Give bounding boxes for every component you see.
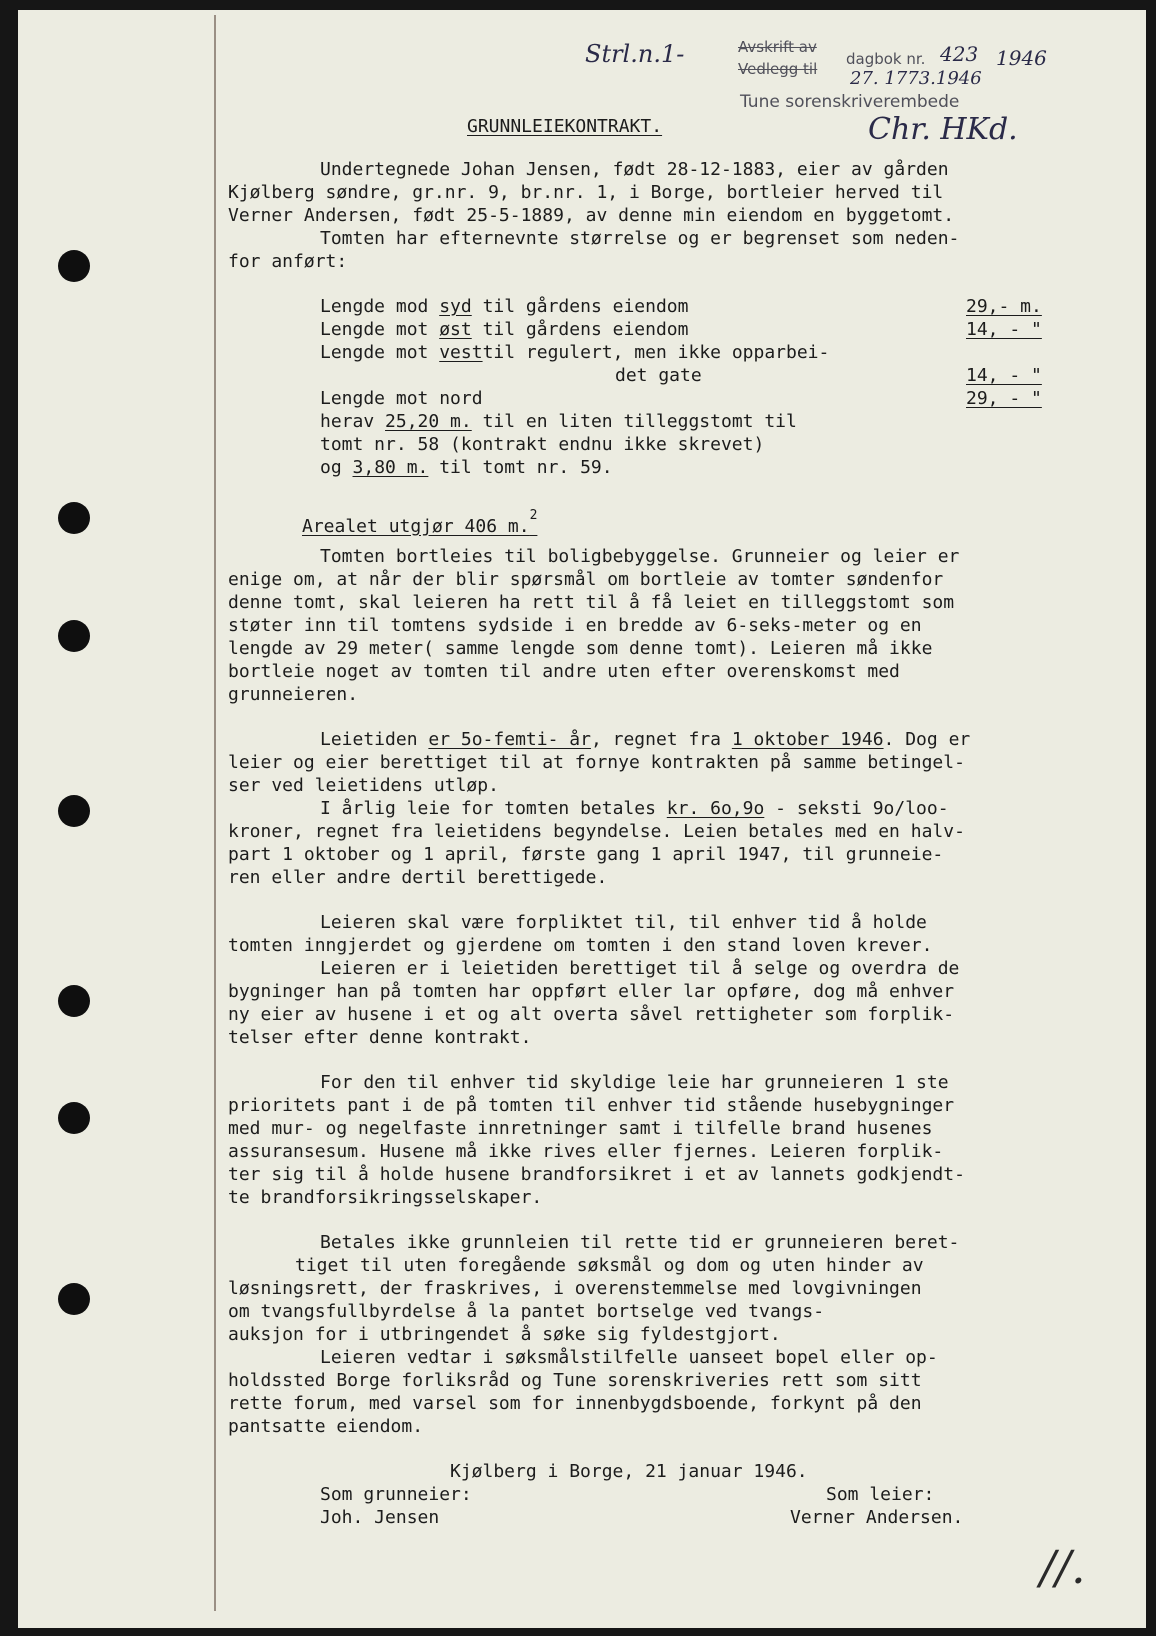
- intro-line: Undertegnede Johan Jensen, født 28-12-1883, eier av gården: [320, 159, 949, 180]
- length-south-value: 29,- m.: [966, 296, 1042, 317]
- paragraph-line: Leietiden er 5o-femti- år, regnet fra 1 oktober 1946. Dog er: [320, 729, 971, 750]
- paragraph-line: tomten inngjerdet og gjerdene om tomten i den stand loven krever.: [228, 935, 933, 956]
- stamp-year: 1946: [996, 46, 1047, 70]
- paragraph-line: om tvangsfullbyrdelse å la pantet bortselge ved tvangs-: [228, 1301, 825, 1322]
- official-signature: Chr. HKd.: [868, 112, 1018, 147]
- paragraph-line: løsningsrett, der fraskrives, i overenstemmelse med lovgivningen: [228, 1278, 922, 1299]
- paragraph-line: ny eier av husene i et og alt overta såvel rettigheter som forplik-: [228, 1004, 955, 1025]
- length-north-detail: herav 25,20 m. til en liten tilleggstomt til: [320, 411, 797, 432]
- stamp-dagbok-label: dagbok nr.: [846, 50, 926, 68]
- stamp-line-1: Avskrift av: [738, 38, 817, 56]
- office-stamp: Tune sorenskriverembede: [740, 92, 960, 112]
- lessee-name: Verner Andersen.: [790, 1507, 964, 1528]
- length-north-value: 29, - ": [966, 388, 1042, 409]
- paragraph-line: grunneieren.: [228, 684, 359, 705]
- length-west-cont: det gate: [615, 365, 702, 386]
- intro-line: Tomten har efternevnte størrelse og er begrenset som neden-: [320, 228, 960, 249]
- paragraph-line: holdssted Borge forliksråd og Tune sorenskriveries rett som sitt: [228, 1370, 922, 1391]
- stamp-line-2: Vedlegg til: [738, 60, 818, 78]
- paragraph-line: kroner, regnet fra leietidens begyndelse. Leien betales med en halv-: [228, 821, 965, 842]
- paragraph-line: med mur- og negelfaste innretninger samt i tilfelle brand husenes: [228, 1118, 933, 1139]
- paragraph-line: pantsatte eiendom.: [228, 1416, 424, 1437]
- paragraph-line: te brandforsikringsselskaper.: [228, 1187, 543, 1208]
- length-west-value: 14, - ": [966, 365, 1042, 386]
- paragraph-line: bortleie noget av tomten til andre uten efter overenskomst med: [228, 661, 900, 682]
- paragraph-line: ter sig til å holde husene brandforsikret i et av lannets godkjendt-: [228, 1164, 965, 1185]
- paragraph-line: denne tomt, skal leieren ha rett til å få leiet en tilleggstomt som: [228, 592, 955, 613]
- paragraph-line: For den til enhver tid skyldige leie har grunneieren 1 ste: [320, 1072, 949, 1093]
- length-east-value: 14, - ": [966, 319, 1042, 340]
- length-north: Lengde mot nord: [320, 388, 483, 409]
- end-mark: //.: [1040, 1540, 1086, 1594]
- paragraph-line: Betales ikke grunnleien til rette tid er grunneieren beret-: [320, 1232, 960, 1253]
- area-statement: Arealet utgjør 406 m.$^2$: [302, 508, 538, 537]
- stamp-date: 27. 1773.1946: [850, 68, 982, 89]
- length-north-detail: tomt nr. 58 (kontrakt endnu ikke skrevet): [320, 434, 765, 455]
- paragraph-line: rette forum, med varsel som for innenbygdsboende, forkynt på den: [228, 1393, 922, 1414]
- intro-line: Verner Andersen, født 25-5-1889, av denne min eiendom en byggetomt.: [228, 205, 955, 226]
- place-date: Kjølberg i Borge, 21 januar 1946.: [450, 1461, 808, 1482]
- intro-line: for anført:: [228, 251, 348, 272]
- paragraph-line: leier og eier berettiget til at fornye kontrakten på samme betingel-: [228, 752, 965, 773]
- paragraph-line: støter inn til tomtens sydside i en bredde av 6-seks-meter og en: [228, 615, 922, 636]
- intro-line: Kjølberg søndre, gr.nr. 9, br.nr. 1, i Borge, bortleier herved til: [228, 182, 944, 203]
- length-north-detail: og 3,80 m. til tomt nr. 59.: [320, 457, 613, 478]
- paragraph-line: Tomten bortleies til boligbebyggelse. Grunneier og leier er: [320, 546, 960, 567]
- paragraph-line: telser efter denne kontrakt.: [228, 1027, 532, 1048]
- paragraph-line: Leieren er i leietiden berettiget til å selge og overdra de: [320, 958, 960, 979]
- paragraph-line: lengde av 29 meter( samme lengde som denne tomt). Leieren må ikke: [228, 638, 933, 659]
- paragraph-line: ser ved leietidens utløp.: [228, 775, 499, 796]
- length-east: Lengde mot øst til gårdens eiendom: [320, 319, 689, 340]
- lessor-role: Som grunneier:: [320, 1484, 472, 1505]
- paragraph-line: enige om, at når der blir spørsmål om bortleie av tomter søndenfor: [228, 569, 944, 590]
- paragraph-line: Leieren skal være forpliktet til, til enhver tid å holde: [320, 912, 927, 933]
- paragraph-line: ren eller andre dertil berettigede.: [228, 867, 608, 888]
- length-west: Lengde mot vesttil regulert, men ikke opparbei-: [320, 342, 830, 363]
- paragraph-line: auksjon for i utbringendet å søke sig fyldestgjort.: [228, 1324, 781, 1345]
- paragraph-line: I årlig leie for tomten betales kr. 6o,9o - seksti 9o/loo-: [320, 798, 949, 819]
- length-south: Lengde mod syd til gårdens eiendom: [320, 296, 689, 317]
- paragraph-line: assuransesum. Husene må ikke rives eller fjernes. Leieren forplik-: [228, 1141, 944, 1162]
- margin-note: Strl.n.1-: [585, 40, 685, 68]
- paragraph-line: prioritets pant i de på tomten til enhver tid stående husebygninger: [228, 1095, 955, 1116]
- paragraph-line: Leieren vedtar i søksmålstilfelle uanseet bopel eller op-: [320, 1347, 938, 1368]
- paragraph-line: bygninger han på tomten har oppført eller lar opføre, dog må enhver: [228, 981, 955, 1002]
- dagbok-number: 423: [940, 42, 979, 66]
- paragraph-line: tiget til uten foregående søksmål og dom og uten hinder av: [295, 1255, 924, 1276]
- lessor-name: Joh. Jensen: [320, 1507, 440, 1528]
- lessee-role: Som leier:: [826, 1484, 935, 1505]
- document-title: GRUNNLEIEKONTRAKT.: [467, 116, 663, 137]
- paragraph-line: part 1 oktober og 1 april, første gang 1 april 1947, til grunneie-: [228, 844, 944, 865]
